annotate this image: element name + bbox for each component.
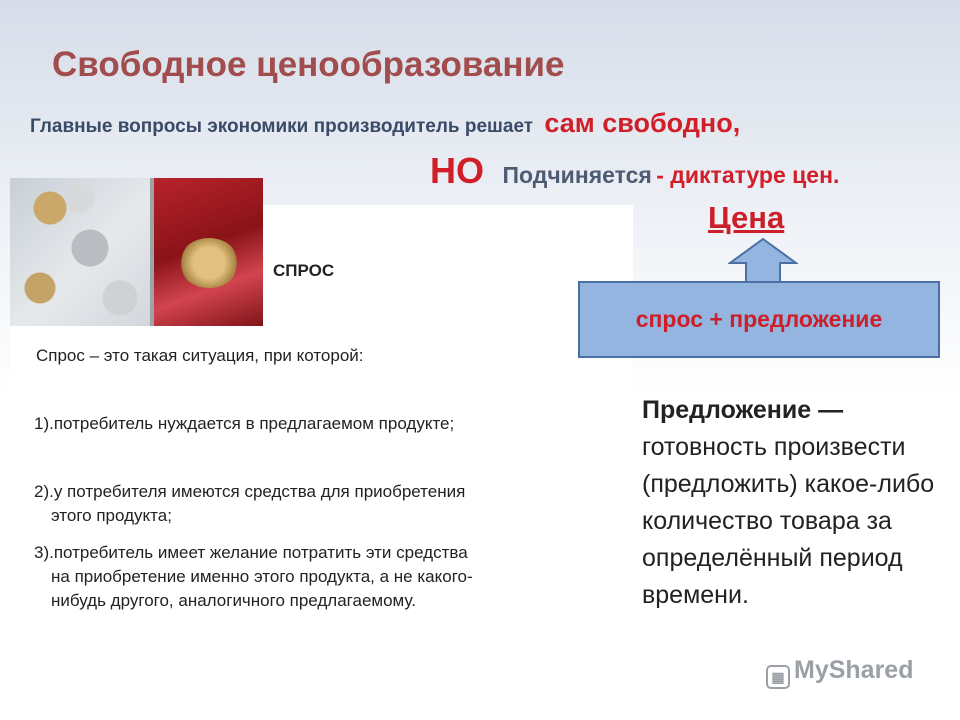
up-arrow-icon	[728, 237, 798, 283]
subordinates-text: Подчиняется	[502, 162, 652, 188]
supply-definition: готовность произвести (предложить) какое-либо количество товара за определённый период времени.	[642, 433, 935, 609]
demand-item-1	[34, 412, 454, 436]
demand-item-line: 1).потребитель нуждается в предлагаемом продукте;	[34, 414, 455, 433]
supply-definition-block	[642, 392, 952, 614]
demand-item-line: на приобретение именно этого продукта, а не какого-	[51, 567, 473, 586]
slide-title: Свободное ценообразование	[52, 45, 565, 84]
subtitle-emphasis: сам свободно,	[544, 108, 741, 138]
watermark-text: MyShared	[794, 656, 914, 684]
demand-item-line: 2).у потребителя имеются средства для приобретения	[34, 482, 466, 501]
demand-item-2	[34, 480, 465, 528]
subtitle-text: Главные вопросы экономики производитель решает	[30, 116, 534, 137]
demand-definition: Спрос – это такая ситуация, при которой:	[36, 346, 364, 365]
but-line	[430, 150, 839, 192]
demand-heading: СПРОС	[273, 261, 335, 280]
coins-wallet-image	[10, 178, 263, 326]
subtitle	[30, 108, 740, 139]
price-dictate-text: - диктатуре цен.	[656, 162, 840, 188]
price-label: Цена	[708, 200, 785, 235]
myshared-logo-icon: ▦	[766, 665, 790, 689]
demand-item-line: этого продукта;	[51, 506, 172, 525]
demand-supply-box	[578, 281, 940, 358]
but-word: НО	[430, 150, 484, 191]
demand-item-3	[34, 541, 473, 613]
demand-item-line: 3).потребитель имеет желание потратить эти средства	[34, 543, 468, 562]
wallet-image	[150, 178, 263, 326]
demand-item-line: нибудь другого, аналогичного предлагаемому.	[51, 591, 416, 610]
supply-term: Предложение —	[642, 396, 844, 424]
watermark	[766, 656, 913, 689]
demand-supply-label: спрос + предложение	[635, 306, 883, 332]
